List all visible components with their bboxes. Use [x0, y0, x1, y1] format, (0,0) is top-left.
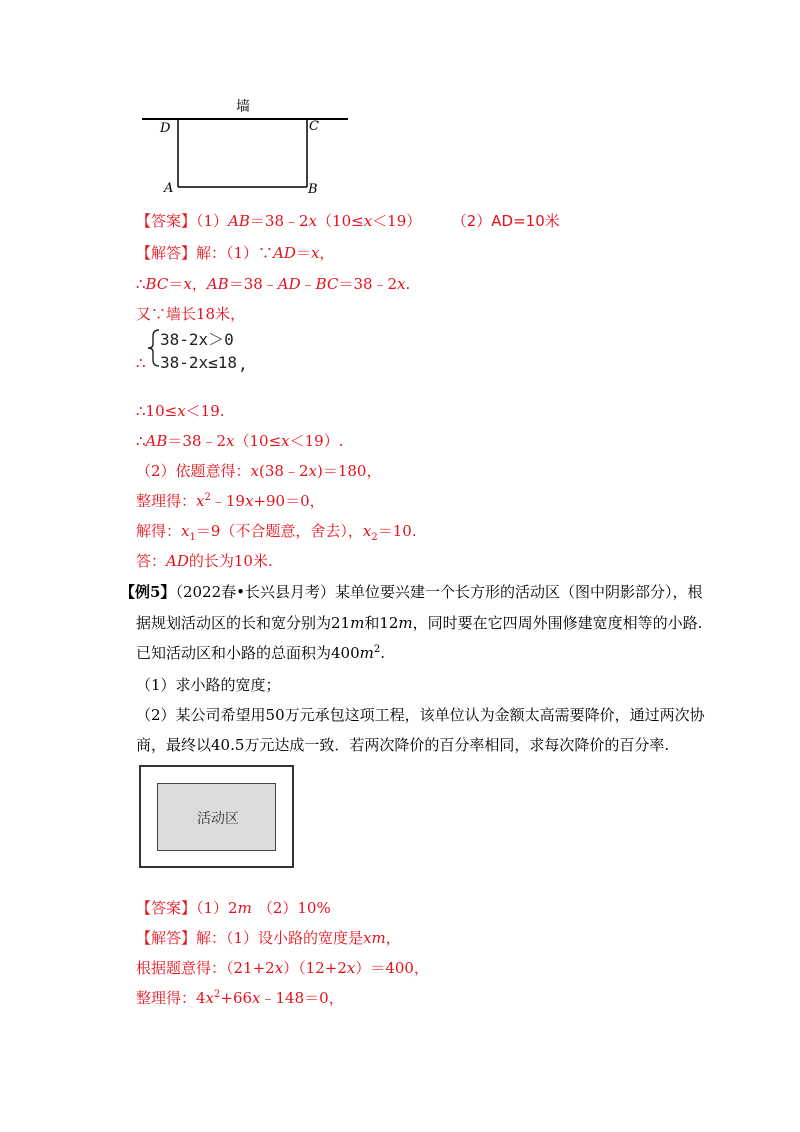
point-a-label: A	[164, 181, 174, 196]
solution-text: +90＝0，	[253, 492, 325, 510]
solution-text: ＝9（不合题意，舍去），	[195, 522, 363, 540]
solution-text: x	[362, 522, 372, 540]
answer-text: AB	[228, 212, 250, 230]
example-text: m	[350, 614, 365, 632]
example5-line-3	[136, 643, 385, 663]
point-c-label: C	[309, 119, 319, 134]
solution-text: AD	[273, 244, 296, 262]
solution-text: x	[308, 462, 317, 480]
answer-tag: 【答案】	[136, 899, 197, 917]
example-text: 和12	[364, 614, 399, 632]
solution-text: x	[244, 492, 254, 510]
solution-text: AD	[166, 552, 189, 570]
solution-text: AD	[277, 275, 301, 293]
solution-text: （2）依题意得：	[136, 462, 251, 480]
solution-text: ＝	[295, 244, 311, 262]
solution-line-8	[136, 521, 417, 541]
point-d-label: D	[160, 121, 171, 136]
solution-text: AB	[206, 275, 229, 293]
solution-text: 解：（1）∵	[196, 244, 274, 262]
solution-text: x	[205, 989, 215, 1007]
solution-text: x	[181, 522, 190, 540]
solution-text: x	[274, 959, 284, 977]
answer-text: x	[308, 212, 318, 230]
solution-text: BC	[145, 275, 169, 293]
answer-text: x	[363, 212, 373, 230]
solution-text: ∴	[136, 275, 146, 293]
solution-text: x	[183, 275, 192, 293]
inequality-2: 38-2x≤18	[160, 353, 238, 372]
solution-line-1	[136, 243, 334, 263]
solution-text: 答：	[136, 552, 167, 570]
solution-text: 的长为10米.	[188, 552, 273, 570]
solution-text: 2	[371, 532, 378, 543]
example-text: 2	[373, 644, 381, 655]
inequality-comma: ,	[238, 355, 248, 374]
example-text: 据规划活动区的长和宽分别为21	[136, 614, 351, 632]
solution-text: 整理得：	[136, 492, 197, 510]
solution-line-4	[136, 401, 225, 421]
solution-text: x	[310, 244, 320, 262]
answer-text: （10≤	[317, 212, 364, 230]
solution2-line-1	[136, 928, 401, 948]
solution-text: )＝180，	[316, 462, 382, 480]
solution-text: x	[250, 462, 260, 480]
activity-area-label: 活动区	[197, 811, 239, 827]
solution-text: x	[346, 959, 356, 977]
solution-text: ，	[191, 275, 207, 293]
answer-text: ＜19）	[372, 212, 422, 230]
solution-text: (38﹣2	[259, 462, 309, 480]
solution-text: ∴10≤	[136, 402, 178, 420]
solution-text: BC	[315, 275, 339, 293]
solution-text: ＝38﹣2	[338, 275, 398, 293]
question-2-line-1: （2）某公司希望用50万元承包这项工程，该单位认为金额太高需要降价，通过两次协	[136, 706, 705, 724]
question-1: （1）求小路的宽度；	[136, 676, 281, 694]
example-text: 已知活动区和小路的总面积为400	[136, 644, 360, 662]
solution-text: .	[405, 275, 411, 293]
example5-line-1	[120, 582, 702, 602]
point-b-label: B	[308, 182, 318, 197]
example-text: （2022春•长兴县月考）某单位要兴建一个长方形的活动区（图中阴影部分），根	[175, 583, 703, 601]
solution-line-7	[136, 491, 325, 511]
solution-text: ＝	[168, 275, 184, 293]
answer-line-2	[136, 898, 331, 918]
solution-text: 2	[204, 492, 211, 503]
solution-text: x	[177, 402, 186, 420]
therefore-symbol: ∴	[136, 354, 146, 372]
example-tag: 【例5】	[120, 583, 176, 601]
solution-tag: 【解答】	[136, 929, 197, 947]
example-text: m	[398, 614, 413, 632]
solution-text: +66	[220, 989, 253, 1007]
solution-line-6	[136, 461, 381, 481]
solution-text: 解得：	[136, 522, 182, 540]
inequality-1: 38-2x＞0	[160, 330, 234, 349]
solution-text: ﹣148＝0，	[260, 989, 344, 1007]
solution-text: 2	[214, 989, 221, 1000]
example-text: m	[359, 644, 374, 662]
solution-text: ）（12+2	[283, 959, 347, 977]
question-2-line-2: 商，最终以40.5万元达成一致．若两次降价的百分率相同，求每次降价的百分率.	[136, 736, 670, 754]
answer-line-1	[136, 211, 560, 231]
solution-text: x	[196, 492, 205, 510]
solution-text: ＝10.	[377, 522, 417, 540]
answer-text: ＝38﹣2	[249, 212, 309, 230]
solution-text: 1	[189, 532, 196, 543]
solution-text: ＝38﹣2	[167, 432, 227, 450]
solution-text: ﹣19	[210, 492, 245, 510]
solution-text: AB	[145, 432, 168, 450]
solution-text: x	[281, 432, 290, 450]
solution-line-2	[136, 274, 410, 294]
solution-tag: 【解答】	[136, 244, 197, 262]
solution-line-5	[136, 431, 344, 451]
solution-line-9	[136, 551, 273, 571]
solution-line-3: 又∵墙长18米，	[136, 305, 246, 323]
solution-text: ﹣	[300, 275, 316, 293]
answer-text: （1）	[196, 212, 229, 230]
solution-text: 解：（1）设小路的宽度是	[196, 929, 364, 947]
solution-text: 根据题意得：（21+2	[136, 959, 275, 977]
solution-text: ＜19.	[185, 402, 225, 420]
solution-text: x	[397, 275, 406, 293]
solution-text: ，	[319, 244, 335, 262]
solution-text: ＝38﹣	[228, 275, 278, 293]
answer-text: （1）2	[196, 899, 238, 917]
solution-text: ∴	[136, 432, 146, 450]
answer-text: m	[237, 899, 252, 917]
solution-text: ，	[385, 929, 401, 947]
example-text: .	[380, 644, 386, 662]
answer-tag: 【答案】	[136, 212, 197, 230]
solution-text: ＜19）.	[289, 432, 344, 450]
example5-line-2	[136, 613, 702, 633]
wall-label: 墙	[236, 99, 250, 115]
solution2-line-2	[136, 958, 429, 978]
solution-text: x	[252, 989, 261, 1007]
answer-text: （2）AD=10米	[459, 212, 560, 230]
answer-text: （2）10%	[257, 899, 331, 917]
solution-text: ）＝400，	[355, 959, 429, 977]
solution-text: （10≤	[234, 432, 282, 450]
example-text: ，同时要在它四周外围修建宽度相等的小路.	[412, 614, 703, 632]
solution2-line-3	[136, 988, 344, 1008]
solution-text: 整理得：4	[136, 989, 206, 1007]
solution-text: xm	[363, 929, 386, 947]
solution-text: x	[226, 432, 235, 450]
